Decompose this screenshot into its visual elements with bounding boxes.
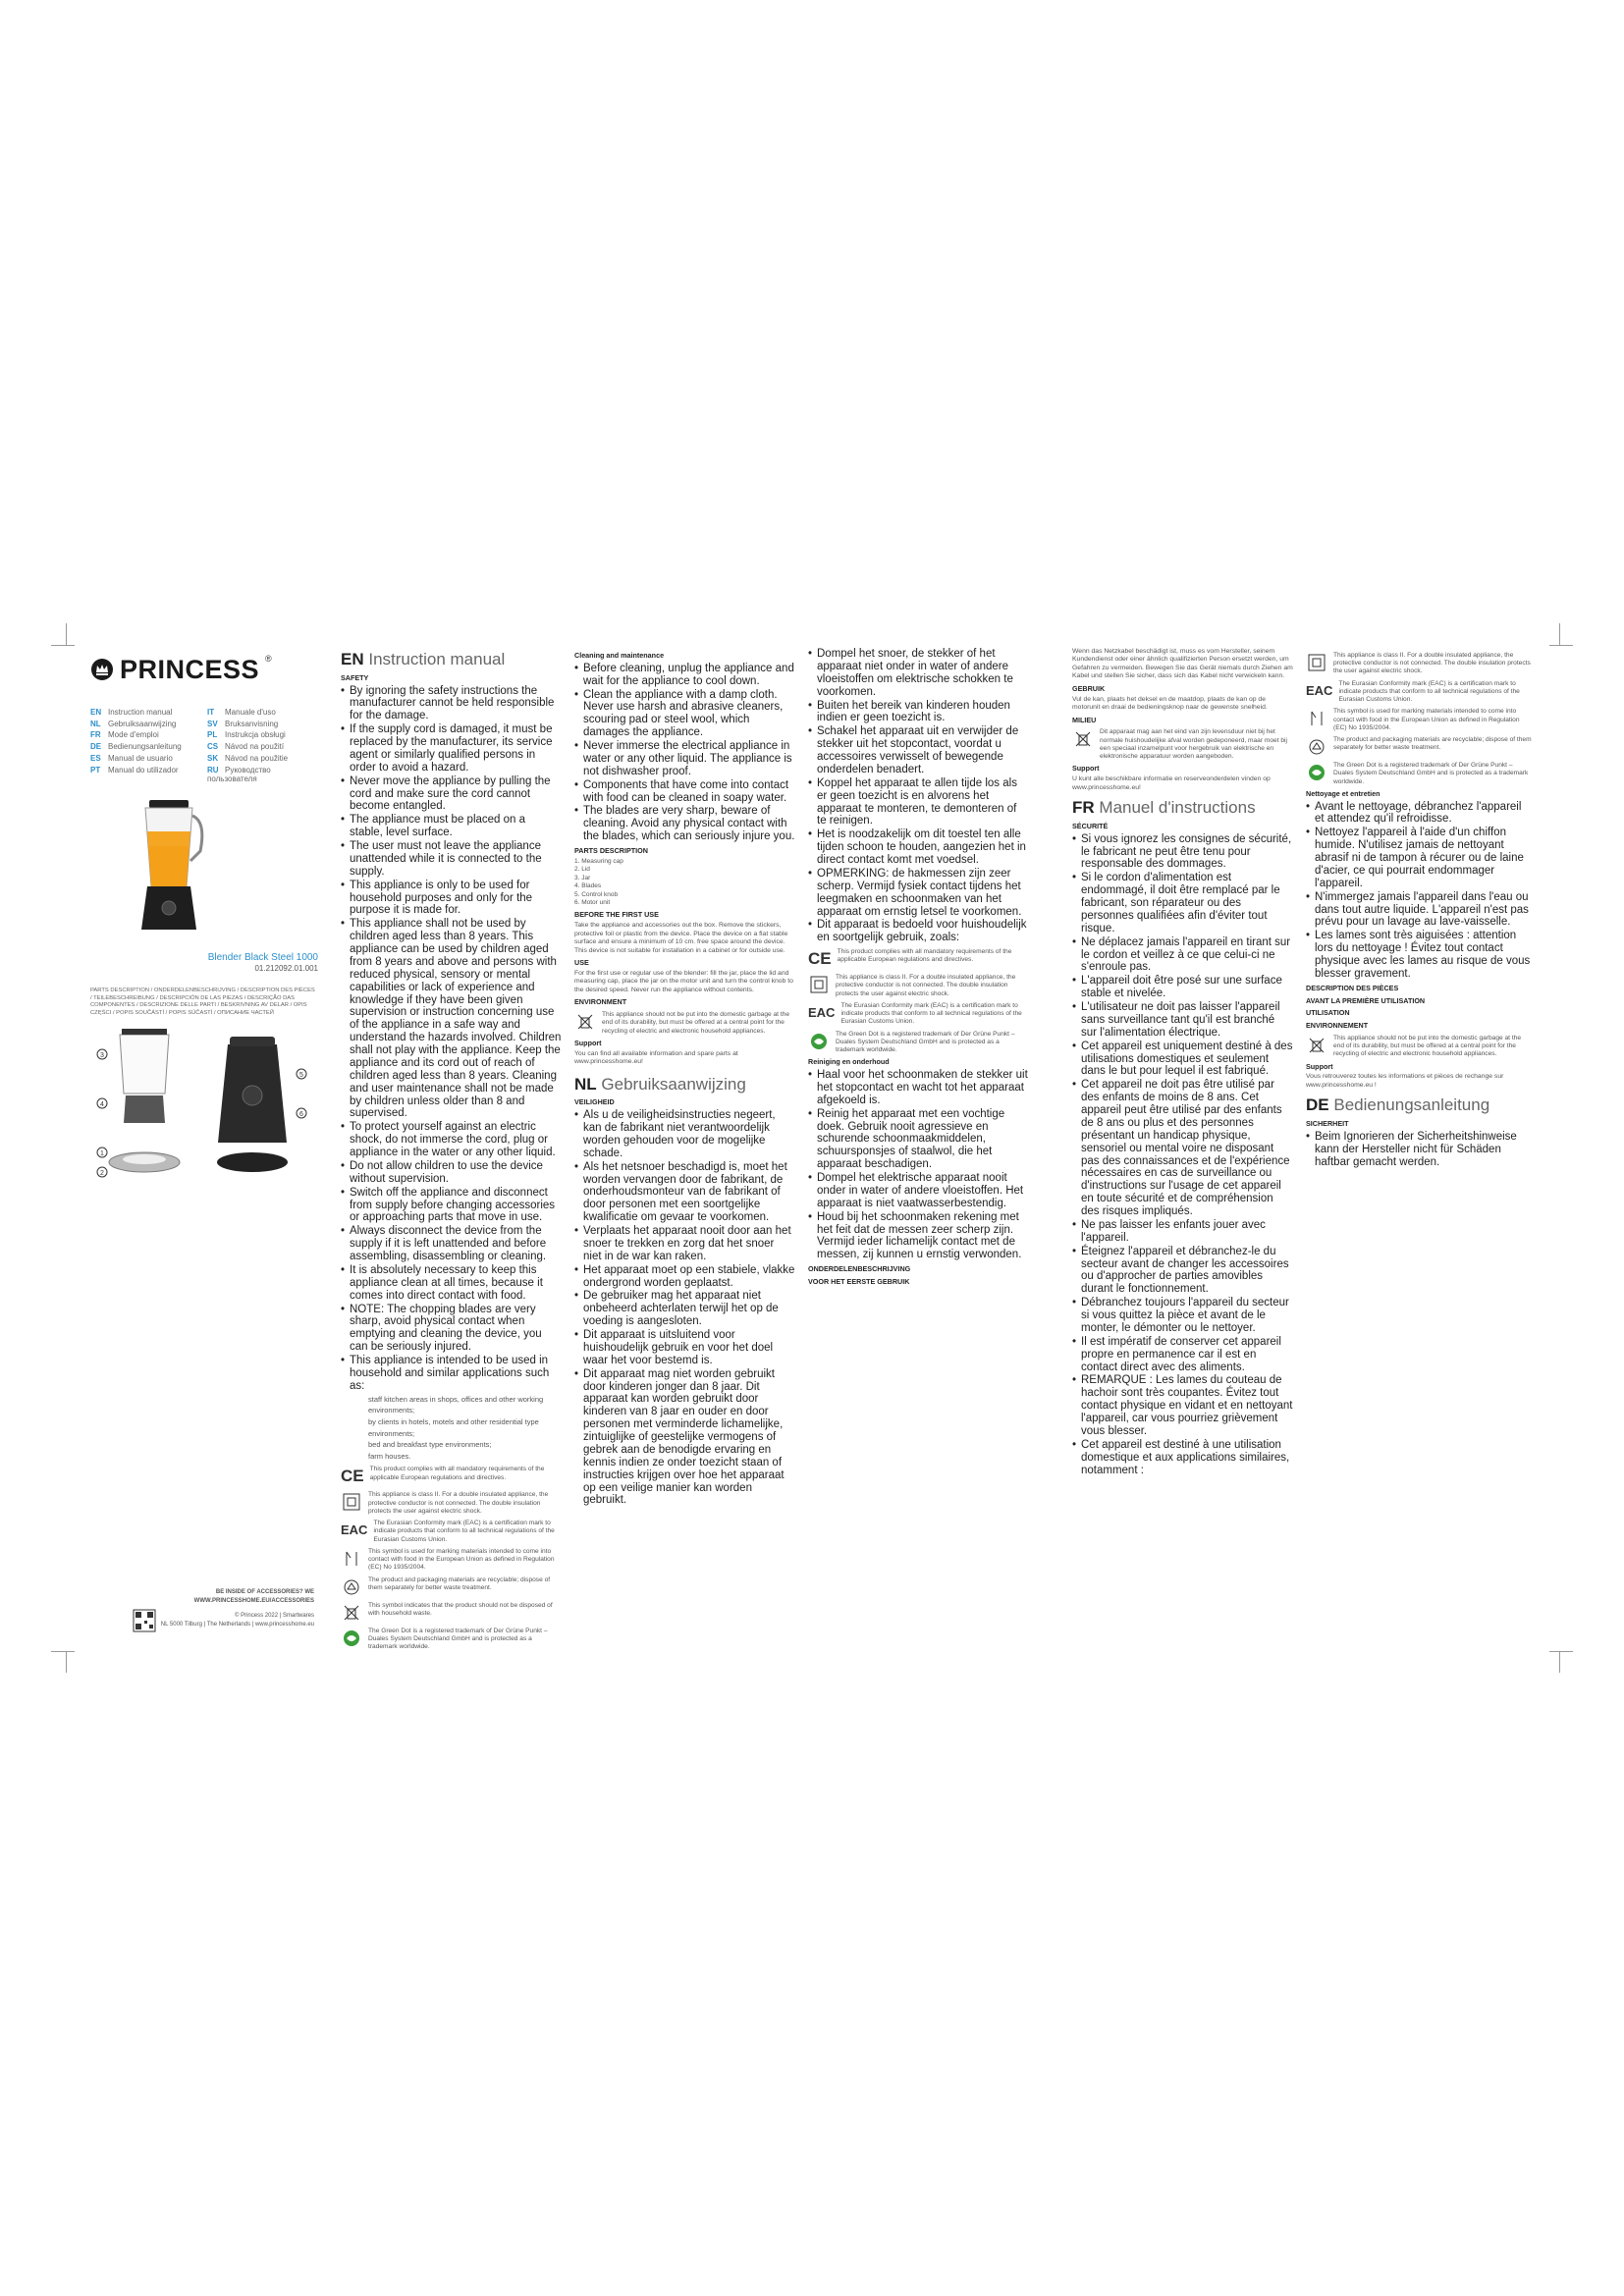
- list-item: • Reinig het apparaat met een vochtige doek. Gebruik nooit agressieve en schurende schoonmaakmiddelen, schuursponsjes of staalwol, die het apparaat beschadigen.: [808, 1108, 1029, 1171]
- callout-label: 2: [100, 1170, 104, 1178]
- section-subheading: DESCRIPTION DES PIÈCES: [1306, 983, 1399, 992]
- list-item: 2. Lid: [574, 866, 590, 874]
- list-item: 5. Control knob: [574, 890, 619, 898]
- list-item: • N'immergez jamais l'appareil dans l'eau ou dans tout autre liquide. L'appareil n'est pas prévu pour un lavage au lave-vaisselle.: [1306, 891, 1532, 930]
- list-item: • To protect yourself against an electric shock, do not immerse the cord, plug or appliance in the water or any other liquid.: [341, 1121, 562, 1159]
- copyright-text: © Princess 2022 | Smartwares: [234, 1613, 314, 1619]
- section-subheading: Support: [1306, 1061, 1333, 1071]
- section-subheading: USE: [574, 958, 589, 968]
- nl-column: [808, 648, 1029, 1639]
- crown-icon: [90, 658, 114, 681]
- callout-label: 5: [299, 1072, 303, 1080]
- language-list: [90, 708, 318, 784]
- address-text: NL 5000 Tilburg | The Netherlands | www.princesshome.eu: [160, 1622, 314, 1628]
- paragraph: For the first use or regular use of the blender: fill the jar, place the lid and measuring cap, place the jar on the motor unit and turn the control knob to the desired speed. Never run the appliance without contents.: [574, 969, 793, 993]
- list-item: by clients in hotels, motels and other residential type environments;: [368, 1416, 539, 1438]
- section-subheading: VEILIGHEID: [574, 1097, 615, 1107]
- language-item: DE Bedienungsanleitung: [90, 742, 182, 752]
- paragraph: U kunt alle beschikbare informatie en reserveonderdelen vinden op www.princesshome.eu!: [1072, 775, 1271, 791]
- list-item: • Clean the appliance with a damp cloth. Never use harsh and abrasive cleaners, scouring pad or steel wool, which damages the appliance.: [574, 689, 795, 740]
- section-subheading: BEFORE THE FIRST USE: [574, 910, 659, 920]
- list-item: 6. Motor unit: [574, 899, 611, 906]
- class-ii-icon: [341, 1491, 362, 1513]
- symbol-row: EAC The Eurasian Conformity mark (EAC) is a certification mark to indicate products that conform to all technical regulations of the Eurasian Customs Union.: [341, 1520, 555, 1543]
- list-item: • Always disconnect the device from the supply if it is left unattended and before assembling, disassembling or cleaning.: [341, 1225, 562, 1263]
- crop-mark: [51, 645, 75, 646]
- en-nl-column: [574, 648, 795, 1639]
- product-model-number: 01.212092.01.001: [254, 964, 318, 974]
- registered-mark: ®: [265, 654, 272, 664]
- food-safe-icon: [341, 1548, 362, 1570]
- list-item: farm houses.: [368, 1451, 411, 1461]
- section-subheading: AVANT LA PREMIÈRE UTILISATION: [1306, 995, 1426, 1005]
- brand-logo: [90, 654, 318, 686]
- crop-mark: [1549, 1651, 1573, 1652]
- cleaning-list: [574, 663, 795, 843]
- symbol-row: EAC The Eurasian Conformity mark (EAC) is a certification mark to indicate products that conform to all technical regulations of the Eurasian Customs Union.: [808, 1001, 1022, 1026]
- symbol-row: This appliance should not be put into the domestic garbage at the end of its durability, but must be offered at a central point for the recycling of electric and electronic household appliances.: [1306, 1035, 1532, 1059]
- language-item: RU Руководство пользователя: [207, 765, 271, 784]
- section-subheading: Support: [1072, 764, 1100, 774]
- list-item: • Never move the appliance by pulling the cord and make sure the cord cannot become entangled.: [341, 775, 562, 814]
- brand-name: PRINCESS: [120, 655, 260, 684]
- callout-label: 3: [100, 1052, 104, 1060]
- weee-bin-icon: [574, 1011, 596, 1033]
- section-subheading: GEBRUIK: [1072, 683, 1106, 693]
- list-item: • Het apparaat moet op een stabiele, vlakke ondergrond worden geplaatst.: [574, 1264, 795, 1290]
- product-name: Blender Black Steel 1000: [207, 952, 318, 964]
- crop-mark: [51, 1651, 75, 1652]
- list-item: • The user must not leave the appliance unattended while it is connected to the supply.: [341, 840, 562, 879]
- list-item: • Débranchez toujours l'appareil du secteur si vous quittez la pièce et avant de le monter, le démonter ou le nettoyer.: [1072, 1297, 1293, 1335]
- crop-mark: [1549, 645, 1573, 646]
- paragraph: Wenn das Netzkabel beschädigt ist, muss es vom Hersteller, seinem Kundendienst oder einer ähnlich qualifizierten Person ersetzt werden, um Gefahren zu vermeiden. Bewegen Sie das Gerät niemals durch Ziehen am Kabel und stellen Sie sicher, dass sich das Kabel nicht verwickeln kann.: [1072, 648, 1293, 680]
- language-item: ES Manual de usuario: [90, 753, 173, 763]
- list-item: • REMARQUE : Les lames du couteau de hachoir sont très coupantes. Évitez tout contact physique en vidant et en nettoyant l'appareil, car vous pourriez grièvement vous blesser.: [1072, 1374, 1293, 1437]
- qr-code-icon: [134, 1610, 155, 1631]
- list-item: • Si vous ignorez les consignes de sécurité, le fabricant ne peut être tenu pour responsable des dommages.: [1072, 833, 1293, 872]
- list-item: • Koppel het apparaat te allen tijde los als er geen toezicht is en alvorens het apparaat te monteren, te demonteren of te reinigen.: [808, 777, 1029, 828]
- symbol-row: The Green Dot is a registered trademark of Der Grüne Punkt – Duales System Deutschland GmbH and is protected as a trademark worldwide.: [808, 1031, 1029, 1055]
- accessories-url: WWW.PRINCESSHOME.EU/ACCESSORIES: [193, 1598, 314, 1604]
- list-item: 1. Measuring cap: [574, 857, 623, 865]
- section-subheading: SAFETY: [341, 672, 369, 682]
- eac-mark-icon: EAC: [808, 1004, 836, 1020]
- list-item: • This appliance is only to be used for household purposes and only for the purpose it is made for.: [341, 880, 562, 918]
- section-subheading: MILIEU: [1072, 715, 1097, 724]
- section-subheading: SICHERHEIT: [1306, 1119, 1349, 1129]
- section-header: DE Bedienungsanleitung: [1306, 1095, 1490, 1115]
- nl-de-column: [1072, 648, 1293, 1639]
- symbol-row: CE This product complies with all mandatory requirements of the applicable European regulations and directives.: [341, 1466, 562, 1487]
- symbol-row: EAC The Eurasian Conformity mark (EAC) is a certification mark to indicate products that conform to all technical regulations of the Eurasian Customs Union.: [1306, 679, 1520, 704]
- list-item: • Cet appareil est destiné à une utilisation domestique et aux applications similaires, notamment :: [1072, 1439, 1293, 1477]
- en-column: [341, 648, 562, 1650]
- language-item: SV Bruksanvisning: [207, 719, 279, 728]
- paragraph: You can find all available information and spare parts at www.princesshome.eu!: [574, 1049, 738, 1066]
- parts-diagram: [90, 1025, 318, 1192]
- symbol-row: This symbol is used for marking materials intended to come into contact with food in the European Union as defined in Regulation (EC) No 1935/2004.: [341, 1548, 562, 1573]
- cover-column: [90, 648, 318, 1639]
- ce-mark-icon: CE: [341, 1467, 364, 1486]
- parts-list: [574, 858, 795, 908]
- list-item: • OPMERKING: de hakmessen zijn zeer scherp. Vermijd fysiek contact tijdens het leegmaken en schoonmaken van het apparaat om ernstig letsel te voorkomen.: [808, 868, 1029, 919]
- section-header: NL Gebruiksaanwijzing: [574, 1074, 746, 1094]
- safety-list: [1306, 1131, 1532, 1169]
- symbol-row: This appliance is class II. For a double insulated appliance, the protective conductor is not connected. The double insulation protects the user against electric shock.: [1306, 652, 1532, 676]
- list-item: • Ne pas laisser les enfants jouer avec l'appareil.: [1072, 1219, 1293, 1245]
- list-item: • L'appareil doit être posé sur une surface stable et nivelée.: [1072, 975, 1293, 1000]
- language-item: EN Instruction manual: [90, 707, 173, 717]
- section-subheading: SÉCURITÉ: [1072, 821, 1109, 830]
- symbol-row: CE This product complies with all mandatory requirements of the applicable European regulations and directives.: [808, 948, 1029, 970]
- list-item: • Beim Ignorieren der Sicherheitshinweise kann der Hersteller nicht für Schäden haftbar gemacht werden.: [1306, 1131, 1532, 1169]
- list-item: • Dit apparaat is bedoeld voor huishoudelijk en soortgelijk gebruik, zoals:: [808, 919, 1029, 944]
- recycle-icon: [341, 1576, 362, 1598]
- section-subheading: UTILISATION: [1306, 1008, 1350, 1018]
- class-ii-icon: [808, 974, 830, 995]
- list-item: • Les lames sont très aiguisées : attention lors du nettoyage ! Évitez tout contact physique avec les lames au risque de vous blesser gravement.: [1306, 930, 1532, 981]
- list-item: • Éteignez l'appareil et débranchez-le du secteur avant de changer les accessoires ou d'approcher de parties amovibles durant le fonctionnement.: [1072, 1246, 1293, 1297]
- section-subheading: VOOR HET EERSTE GEBRUIK: [808, 1276, 910, 1286]
- safety-list: [1072, 833, 1293, 1477]
- section-subheading: ENVIRONNEMENT: [1306, 1021, 1369, 1031]
- fr-de-column: [1306, 648, 1532, 1639]
- list-item: • Haal voor het schoonmaken de stekker uit het stopcontact en wacht tot het apparaat afgekoeld is.: [808, 1069, 1029, 1107]
- list-item: • L'utilisateur ne doit pas laisser l'appareil sans surveillance tant qu'il est branché sur l'alimentation électrique.: [1072, 1001, 1293, 1040]
- green-dot-icon: [341, 1628, 362, 1649]
- list-item: • Avant le nettoyage, débranchez l'appareil et attendez qu'il refroidisse.: [1306, 801, 1532, 827]
- section-subheading: Reiniging en onderhoud: [808, 1057, 890, 1067]
- list-item: • Do not allow children to use the device without supervision.: [341, 1160, 562, 1186]
- language-item: PT Manual do utilizador: [90, 765, 179, 774]
- paragraph: Vul de kan, plaats het deksel en de maatdop, plaats de kan op de motorunit en draai de bedieningsknop naar de gewenste snelheid.: [1072, 695, 1268, 712]
- symbol-row: Dit apparaat mag aan het eind van zijn levensduur niet bij het normale huishoudelijke afval worden gedeponeerd, maar moet bij een speciaal inzamelpunt voor hergebruik van elektrische en elektronische apparatuur worden aangeboden.: [1072, 728, 1293, 761]
- food-safe-icon: [1306, 708, 1327, 729]
- list-item: • NOTE: The chopping blades are very sharp, avoid physical contact when emptying and cleaning the device, you can be seriously injured.: [341, 1304, 562, 1355]
- section-header: FR Manuel d'instructions: [1072, 798, 1256, 818]
- blender-product-image: [90, 792, 318, 939]
- section-subheading: PARTS DESCRIPTION: [574, 846, 648, 856]
- recycle-icon: [1306, 736, 1327, 758]
- section-header: EN Instruction manual: [341, 650, 506, 668]
- list-item: • Cet appareil est uniquement destiné à des utilisations domestiques et seulement dans le but pour lequel il est fabriqué.: [1072, 1041, 1293, 1079]
- list-item: • It is absolutely necessary to keep this appliance clean at all times, because it comes into direct contact with food.: [341, 1264, 562, 1303]
- safety-list: [808, 648, 1029, 944]
- section-subheading: Nettoyage et entretien: [1306, 788, 1380, 798]
- list-item: • Switch off the appliance and disconnect from supply before changing accessories or approaching parts that move in use.: [341, 1187, 562, 1225]
- language-item: SK Návod na použitie: [207, 753, 289, 763]
- list-item: • Buiten het bereik van kinderen houden indien er geen toezicht is.: [808, 700, 1029, 725]
- paragraph: Take the appliance and accessories out the box. Remove the stickers, protective foil or plastic from the device. Place the device on a flat stable surface and ensure a minimum of 10 cm. free space around the device. This device is not suitable for installation in a cabinet or for outside use.: [574, 922, 788, 954]
- section-subheading: ENVIRONMENT: [574, 997, 627, 1007]
- list-item: • De gebruiker mag het apparaat niet onbeheerd achterlaten terwijl het op de voeding is aangesloten.: [574, 1290, 795, 1328]
- list-item: • Nettoyez l'appareil à l'aide d'un chiffon humide. N'utilisez jamais de nettoyant abrasif ni de tampon à récurer ou de laine d'acier, ce qui pourrait endommager l'appareil.: [1306, 827, 1532, 889]
- cleaning-list: [808, 1069, 1029, 1261]
- list-item: • The blades are very sharp, beware of cleaning. Avoid any physical contact with the blades, which can seriously injure you.: [574, 805, 795, 843]
- callout-label: 4: [100, 1101, 104, 1109]
- list-item: • Dompel het elektrische apparaat nooit onder in water of andere vloeistoffen. Het apparaat is niet vaatwasserbestendig.: [808, 1172, 1029, 1210]
- symbol-row: This symbol is used for marking materials intended to come into contact with food in the European Union as defined in Regulation (EC) No 1935/2004.: [1306, 708, 1532, 732]
- cleaning-list: [1306, 801, 1532, 981]
- list-item: 3. Jar: [574, 874, 591, 881]
- list-item: 4. Blades: [574, 882, 602, 890]
- callout-label: 6: [299, 1111, 303, 1119]
- list-item: • Dompel het snoer, de stekker of het apparaat niet onder in water of andere vloeistoffen om elektrische schokken te voorkomen.: [808, 648, 1029, 699]
- symbol-row: The Green Dot is a registered trademark of Der Grüne Punkt – Duales System Deutschland GmbH and is protected as a trademark worldwide.: [341, 1628, 562, 1652]
- list-item: • If the supply cord is damaged, it must be replaced by the manufacturer, its service agent or similarly qualified persons in order to avoid a hazard.: [341, 723, 562, 774]
- language-item: CS Návod na použití: [207, 742, 285, 752]
- list-item: • Cet appareil ne doit pas être utilisé par des enfants de moins de 8 ans. Cet appareil peut être utilisé par des enfants de 8 ans ou plus et des personnes présentant un handicap physique, sensoriel ou mental voire ne disposant pas des connaissances et de l'expérience nécessaires en cas de surveillance ou d'instructions sur l'usage de cet appareil en toute sécurité et de compréhension des risques impliqués.: [1072, 1079, 1293, 1218]
- symbol-row: The product and packaging materials are recyclable; dispose of them separately for better waste treatment.: [341, 1576, 562, 1598]
- symbol-row: The Green Dot is a registered trademark of Der Grüne Punkt – Duales System Deutschland GmbH and is protected as a trademark worldwide.: [1306, 762, 1532, 786]
- section-subheading: Support: [574, 1038, 602, 1047]
- list-item: • Schakel het apparaat uit en verwijder de stekker uit het stopcontact, voordat u accessoires verwisselt of bewegende onderdelen benadert.: [808, 725, 1029, 776]
- symbol-row: The product and packaging materials are recyclable; dispose of them separately for better waste treatment.: [1306, 736, 1532, 758]
- safety-list: [341, 685, 562, 1393]
- eac-mark-icon: EAC: [341, 1522, 368, 1538]
- applications-list: [341, 1394, 562, 1463]
- weee-bin-icon: [1072, 728, 1094, 750]
- class-ii-icon: [1306, 652, 1327, 673]
- symbol-row: This appliance is class II. For a double insulated appliance, the protective conductor is not connected. The double insulation protects the user against electric shock.: [808, 974, 1029, 998]
- parts-description-caption: PARTS DESCRIPTION / ONDERDELENBESCHRIJVING / DESCRIPTION DES PIÈCES / TEILEBESCHREIBUNG / DESCRIPCIÓN DE LAS PIEZAS / DESCRIÇÃO DAS COMPONENTES / DESCRIZIONE DELLE PARTI / BESKRIVNING AV DELAR / OPIS CZĘŚCI / POPIS SOUČÁSTÍ / POPIS SÚČASTÍ / ОПИСАНИЕ ЧАСТЕЙ: [90, 988, 315, 1016]
- list-item: • Dit apparaat is uitsluitend voor huishoudelijk gebruik en voor het doel waar het voor bestemd is.: [574, 1329, 795, 1367]
- ce-mark-icon: CE: [808, 948, 832, 968]
- section-subheading: ONDERDELENBESCHRIJVING: [808, 1264, 911, 1274]
- list-item: staff kitchen areas in shops, offices and other working environments;: [368, 1394, 544, 1415]
- list-item: • Als het netsnoer beschadigd is, moet het worden vervangen door de fabrikant, de onderhoudsmonteur van de fabrikant of door personen met een soortgelijke kwalificatie om gevaar te voorkomen.: [574, 1161, 795, 1224]
- language-item: IT Manuale d'uso: [207, 707, 276, 717]
- safety-list: [574, 1109, 795, 1507]
- list-item: • This appliance is intended to be used in household and similar applications such as:: [341, 1355, 562, 1393]
- green-dot-icon: [1306, 762, 1327, 783]
- symbol-row: This appliance is class II. For a double insulated appliance, the protective conductor is not connected. The double insulation protects the user against electric shock.: [341, 1491, 562, 1516]
- list-item: • Components that have come into contact with food can be cleaned in soapy water.: [574, 779, 795, 805]
- crop-mark: [66, 623, 67, 645]
- list-item: • This appliance shall not be used by children aged less than 8 years. This appliance can be used by children aged from 8 years and above and persons with reduced physical, sensory or mental capabilities or lack of experience and knowledge if they have been given supervision or instruction concerning use of the appliance in a safe way and understand the hazards involved. Children shall not play with the appliance. Keep the appliance and its cord out of reach of children aged less than 8 years. Cleaning and user maintenance shall not be made by children unless older than 8 and supervised.: [341, 918, 562, 1120]
- list-item: • Before cleaning, unplug the appliance and wait for the appliance to cool down.: [574, 663, 795, 688]
- list-item: • Ne déplacez jamais l'appareil en tirant sur le cordon et veillez à ce que celui-ci ne s'enroule pas.: [1072, 936, 1293, 975]
- list-item: • Il est impératif de conserver cet appareil propre en permanence car il est en contact direct avec des aliments.: [1072, 1336, 1293, 1374]
- callout-label: 1: [100, 1150, 104, 1158]
- crop-mark: [1559, 1651, 1560, 1673]
- language-item: FR Mode d'emploi: [90, 730, 159, 740]
- crop-mark: [1559, 623, 1560, 645]
- section-subheading: Cleaning and maintenance: [574, 651, 665, 660]
- list-item: • Si le cordon d'alimentation est endommagé, il doit être remplacé par le fabricant, son réparateur ou des personnes qualifiées afin d'éviter tout risque.: [1072, 872, 1293, 934]
- weee-bin-icon: [341, 1602, 362, 1624]
- list-item: • Verplaats het apparaat nooit door aan het snoer te trekken en zorg dat het snoer niet in de war kan raken.: [574, 1225, 795, 1263]
- green-dot-icon: [808, 1031, 830, 1052]
- list-item: bed and breakfast type environments;: [368, 1440, 492, 1450]
- list-item: • Houd bij het schoonmaken rekening met het feit dat de messen zeer scherp zijn. Vermijd ieder lichamelijk contact met de messen, zij kunnen u ernstig verwonden.: [808, 1211, 1029, 1262]
- language-item: NL Gebruiksaanwijzing: [90, 719, 177, 728]
- list-item: • Dit apparaat mag niet worden gebruikt door kinderen jonger dan 8 jaar. Dit apparaat kan worden gebruikt door kinderen van 8 jaar en ouder en door personen met verminderde lichamelijke, zintuiglijke of geestelijke vermogens of gebrek aan de benodigde ervaring en kennis indien ze onder toezicht staan of instructies krijgen over hoe het apparaat op een veilige manier kan worden gebruikt.: [574, 1368, 795, 1508]
- list-item: • Het is noodzakelijk om dit toestel ten alle tijden schoon te houden, aangezien het in direct contact komt met voedsel.: [808, 828, 1029, 867]
- eac-mark-icon: EAC: [1306, 682, 1333, 698]
- paragraph: Vous retrouverez toutes les informations et pièces de rechange sur www.princesshome.eu !: [1306, 1073, 1504, 1089]
- list-item: • The appliance must be placed on a stable, level surface.: [341, 814, 562, 839]
- crop-mark: [66, 1651, 67, 1673]
- weee-bin-icon: [1306, 1035, 1327, 1056]
- list-item: • Als u de veiligheidsinstructies negeert, kan de fabrikant niet verantwoordelijk worden gehouden voor de mogelijke schade.: [574, 1109, 795, 1160]
- symbol-row: This symbol indicates that the product should not be disposed of with household waste.: [341, 1602, 562, 1624]
- list-item: • By ignoring the safety instructions the manufacturer cannot be held responsible for the damage.: [341, 685, 562, 723]
- list-item: • Never immerse the electrical appliance in water or any other liquid. The appliance is not dishwasher proof.: [574, 740, 795, 778]
- accessories-notice: BE INSIDE OF ACCESSORIES? WE: [215, 1589, 314, 1595]
- symbol-row: This appliance should not be put into the domestic garbage at the end of its durability, but must be offered at a central point for the recycling of electric and electronic household appliances.: [574, 1011, 795, 1036]
- cover-footer: [134, 1588, 314, 1631]
- manual-sheet: [90, 648, 1542, 1650]
- language-item: PL Instrukcja obsługi: [207, 730, 286, 740]
